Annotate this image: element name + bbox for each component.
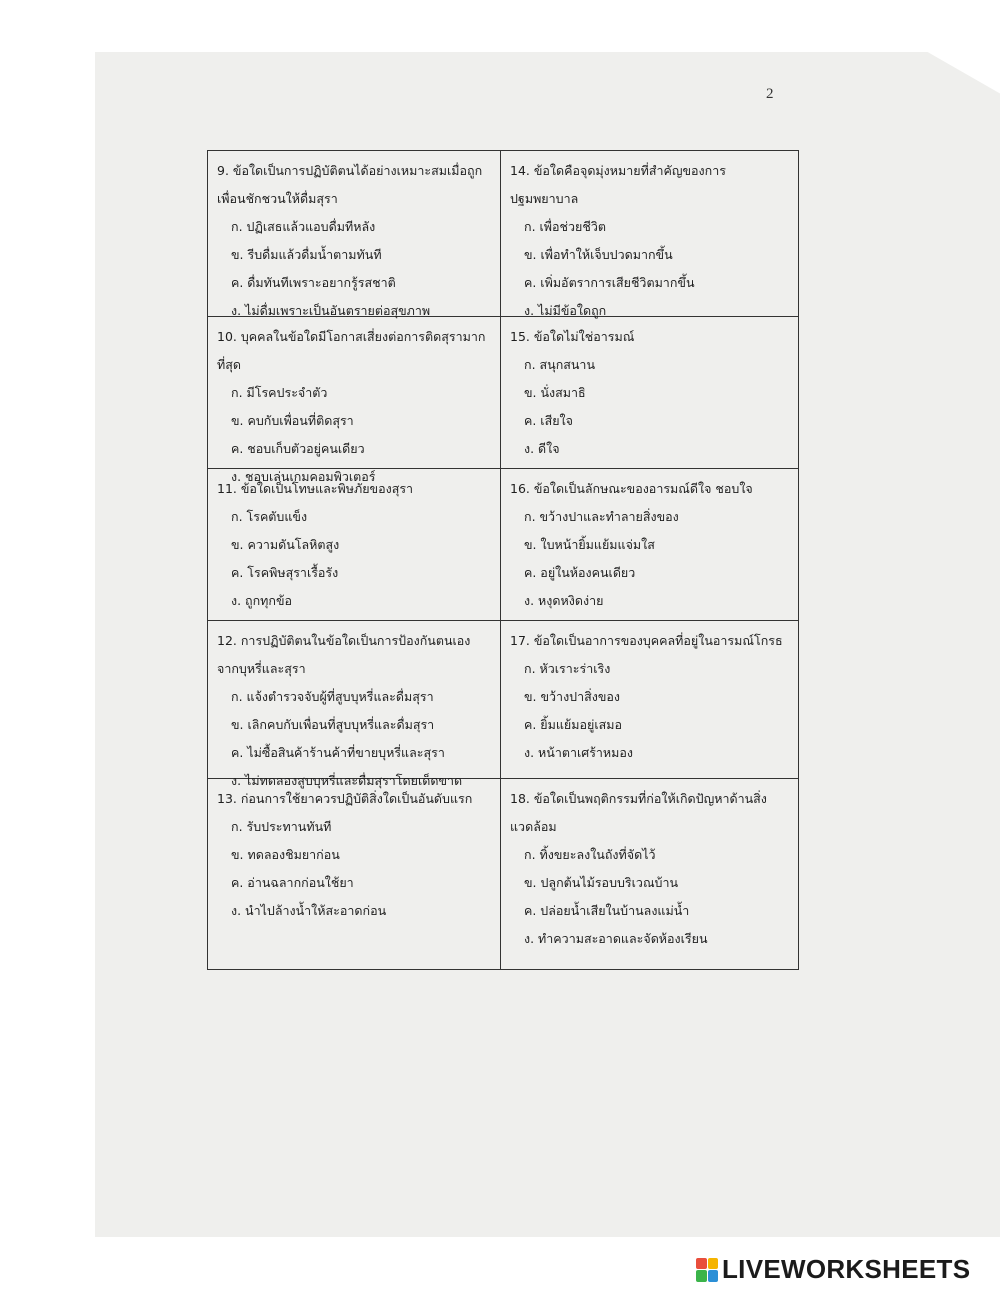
option[interactable]: ข. รีบดื่มแล้วดื่มน้ำตามทันที — [231, 247, 382, 262]
question-text: 10. บุคคลในข้อใดมีโอกาสเสี่ยงต่อการติดสุรามากที่สุด — [217, 329, 486, 372]
option[interactable]: ค. เสียใจ — [524, 413, 573, 428]
liveworksheets-footer — [696, 1254, 970, 1285]
option[interactable]: ก. สนุกสนาน — [524, 357, 595, 372]
option[interactable]: ข. ทดลองชิมยาก่อน — [231, 847, 340, 862]
logo-square-red — [696, 1258, 707, 1270]
question-text: 12. การปฏิบัติตนในข้อใดเป็นการป้องกันตนเองจากบุหรี่และสุรา — [217, 633, 471, 676]
question-text: 16. ข้อใดเป็นลักษณะของอารมณ์ดีใจ ชอบใจ — [510, 481, 753, 496]
option[interactable]: ง. นำไปล้างน้ำให้สะอาดก่อน — [231, 903, 387, 918]
question-cell-15 — [501, 317, 798, 469]
question-text: 13. ก่อนการใช้ยาควรปฏิบัติสิ่งใดเป็นอันดับแรก — [217, 791, 473, 806]
option[interactable]: ก. แจ้งตำรวจจับผู้ที่สูบบุหรี่และดื่มสุรา — [231, 689, 434, 704]
question-cell-18 — [501, 779, 798, 969]
option[interactable]: ค. โรคพิษสุราเรื้อรัง — [231, 565, 339, 580]
option[interactable]: ก. เพื่อช่วยชีวิต — [524, 219, 606, 234]
option[interactable]: ค. เพิ่มอัตราการเสียชีวิตมากขึ้น — [524, 275, 695, 290]
background — [0, 0, 1000, 60]
page-number: 2 — [766, 86, 774, 102]
option[interactable]: ข. เลิกคบกับเพื่อนที่สูบบุหรี่และดื่มสุรา — [231, 717, 435, 732]
question-cell-10 — [208, 317, 501, 484]
option[interactable]: ข. นั่งสมาธิ — [524, 385, 586, 400]
question-cell-17 — [501, 621, 798, 779]
option[interactable]: ข. เพื่อทำให้เจ็บปวดมากขึ้น — [524, 247, 673, 262]
option[interactable]: ค. ชอบเก็บตัวอยู่คนเดียว — [231, 441, 365, 456]
option[interactable]: ก. ทิ้งขยะลงในถังที่จัดไว้ — [524, 847, 656, 862]
brand-name: LIVEWORKSHEETS — [722, 1254, 971, 1284]
question-text: 11. ข้อใดเป็นโทษและพิษภัยของสุรา — [217, 481, 414, 496]
option[interactable]: ข. คบกับเพื่อนที่ติดสุรา — [231, 413, 354, 428]
question-cell-14 — [501, 151, 798, 317]
option[interactable]: ก. โรคตับแข็ง — [231, 509, 308, 524]
question-text: 14. ข้อใดคือจุดมุ่งหมายที่สำคัญของการปฐมพยาบาล — [510, 163, 726, 206]
option[interactable]: ค. อยู่ในห้องคนเดียว — [524, 565, 636, 580]
option[interactable]: ง. ทำความสะอาดและจัดห้องเรียน — [524, 931, 708, 946]
option[interactable]: ง. ไม่ดื่มเพราะเป็นอันตรายต่อสุขภาพ — [231, 303, 431, 318]
question-cell-11 — [208, 469, 501, 621]
option[interactable]: ก. หัวเราะร่าเริง — [524, 661, 611, 676]
question-cell-16 — [501, 469, 798, 621]
option[interactable]: ง. หงุดหงิดง่าย — [524, 593, 604, 608]
option[interactable]: ค. ดื่มทันทีเพราะอยากรู้รสชาติ — [231, 275, 396, 290]
logo-square-yellow — [708, 1258, 719, 1270]
option[interactable]: ก. รับประทานทันที — [231, 819, 332, 834]
option[interactable]: ง. ดีใจ — [524, 441, 560, 456]
option[interactable]: ค. ปล่อยน้ำเสียในบ้านลงแม่น้ำ — [524, 903, 690, 918]
option[interactable]: ง. ถูกทุกข้อ — [231, 593, 293, 608]
option[interactable]: ง. ไม่ทดลองสูบบุหรี่และดื่มสุราโดยเด็ดขาด — [231, 773, 463, 788]
option[interactable]: ก. มีโรคประจำตัว — [231, 385, 328, 400]
question-text: 15. ข้อใดไม่ใช่อารมณ์ — [510, 329, 635, 344]
question-table — [207, 150, 799, 970]
question-text: 18. ข้อใดเป็นพฤติกรรมที่ก่อให้เกิดปัญหาด้านสิ่งแวดล้อม — [510, 791, 767, 834]
option[interactable]: ง. หน้าตาเศร้าหมอง — [524, 745, 634, 760]
question-text: 9. ข้อใดเป็นการปฏิบัติตนได้อย่างเหมาะสมเมื่อถูกเพื่อนชักชวนให้ดื่มสุรา — [217, 163, 483, 206]
liveworksheets-logo-icon — [696, 1258, 718, 1282]
question-text: 17. ข้อใดเป็นอาการของบุคคลที่อยู่ในอารมณ์โกรธ — [510, 633, 783, 648]
option[interactable]: ค. อ่านฉลากก่อนใช้ยา — [231, 875, 354, 890]
question-cell-13 — [208, 779, 501, 969]
option[interactable]: ข. ขว้างปาสิ่งของ — [524, 689, 621, 704]
option[interactable]: ข. ใบหน้ายิ้มแย้มแจ่มใส — [524, 537, 655, 552]
option[interactable]: ก. ปฏิเสธแล้วแอบดื่มทีหลัง — [231, 219, 376, 234]
option[interactable]: ง. ไม่มีข้อใดถูก — [524, 303, 607, 318]
option[interactable]: ข. ความดันโลหิตสูง — [231, 537, 340, 552]
option[interactable]: ค. ไม่ซื้อสินค้าร้านค้าที่ขายบุหรี่และสุรา — [231, 745, 445, 760]
option[interactable]: ก. ขว้างปาและทำลายสิ่งของ — [524, 509, 679, 524]
option[interactable]: ค. ยิ้มแย้มอยู่เสมอ — [524, 717, 622, 732]
question-cell-12 — [208, 621, 501, 788]
option[interactable]: ง. ชอบเล่นเกมคอมพิวเตอร์ — [231, 469, 376, 484]
option[interactable]: ข. ปลูกต้นไม้รอบบริเวณบ้าน — [524, 875, 679, 890]
logo-square-blue — [708, 1270, 719, 1282]
logo-square-green — [696, 1270, 707, 1282]
question-cell-9 — [208, 151, 501, 317]
